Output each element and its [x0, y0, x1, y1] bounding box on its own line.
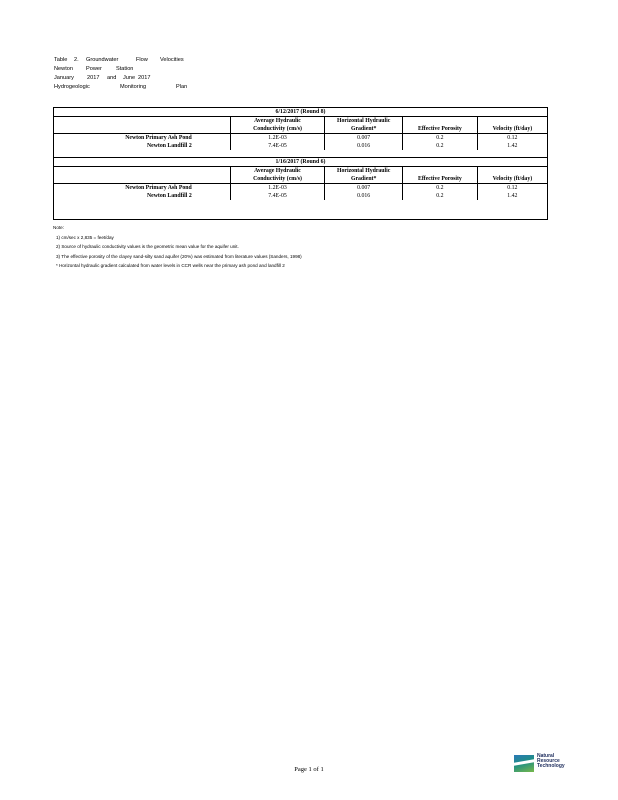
site-name: Newton Landfill 2 — [146, 193, 192, 199]
table-notes — [53, 223, 302, 271]
porosity-value: 0.2 — [403, 192, 478, 200]
velocity-value: 1.42 — [477, 192, 547, 200]
header-word: Hydrogeologic — [54, 84, 90, 90]
velocity-table — [53, 107, 548, 220]
conductivity-value: 1.2E-03 — [230, 184, 325, 193]
gradient-value: 0.007 — [325, 184, 403, 193]
col-header-conductivity: Conductivity (cm/s) — [230, 175, 325, 184]
table-row — [54, 142, 547, 150]
round-title: 1/16/2017 (Round 6) — [54, 158, 547, 167]
header-word: Plan — [176, 84, 188, 90]
header-word: 2. — [74, 57, 79, 63]
notes-label: Note: — [53, 225, 64, 230]
velocity-value: 1.42 — [477, 142, 547, 150]
header-word: Station — [116, 66, 134, 72]
note-1: 1) cm/sec x 2,835 = feet/day — [56, 234, 114, 240]
header-line-2 — [54, 65, 187, 74]
header-word: Newton — [54, 66, 73, 72]
porosity-value: 0.2 — [403, 142, 478, 150]
col-header-velocity: Velocity (ft/day) — [477, 125, 547, 134]
note-4: * Horizontal hydraulic gradient calculated from water levels in CCR wells near the primary ash pond and landfill 2 — [56, 263, 285, 268]
table-row — [54, 184, 547, 193]
col-header-gradient: Gradient* — [325, 125, 403, 134]
col-header-porosity: Effective Porosity — [403, 125, 478, 134]
round-title-row — [54, 108, 547, 117]
header-word: and — [107, 75, 117, 81]
logo-line: Natural — [537, 753, 555, 759]
conductivity-value: 1.2E-03 — [230, 134, 325, 143]
round-title: 6/12/2017 (Round 8) — [54, 108, 547, 117]
site-name: Newton Primary Ash Pond — [125, 185, 192, 191]
col-header-porosity: Effective Porosity — [403, 175, 478, 184]
header-word: Monitoring — [120, 84, 147, 90]
gradient-value: 0.016 — [325, 142, 403, 150]
header-line-3 — [54, 74, 187, 83]
logo-mark-icon — [514, 755, 534, 772]
col-header-gradient: Gradient* — [325, 175, 403, 184]
gradient-value: 0.016 — [325, 192, 403, 200]
round-title-row — [54, 158, 547, 167]
note-3: 3) The effective porosity of the clayey sand-silty sand aquifer (20%) was estimated from literature values (Sanders, 1998) — [56, 253, 302, 259]
page-number: Page 1 of 1 — [294, 766, 324, 773]
table-row — [54, 192, 547, 200]
col-header-conductivity: Conductivity (cm/s) — [230, 125, 325, 134]
company-logo — [514, 752, 566, 774]
col-header-conductivity: Average Hydraulic — [230, 167, 325, 176]
porosity-value: 0.2 — [403, 184, 478, 193]
table-header — [54, 56, 187, 92]
table-row — [54, 134, 547, 143]
porosity-value: 0.2 — [403, 134, 478, 143]
col-header-conductivity: Average Hydraulic — [230, 117, 325, 126]
header-word: Table — [54, 57, 68, 63]
gradient-value: 0.007 — [325, 134, 403, 143]
velocity-value: 0.12 — [477, 184, 547, 193]
velocity-value: 0.12 — [477, 134, 547, 143]
header-word: Velocities — [160, 57, 184, 63]
col-header-velocity: Velocity (ft/day) — [477, 175, 547, 184]
conductivity-value: 7.4E-05 — [230, 192, 325, 200]
header-word: Groundwater — [86, 57, 119, 63]
note-2: 2) Source of hydraulic conductivity values is the geometric mean value for the aquifer unit. — [56, 244, 239, 249]
col-header-gradient: Horizontal Hydraulic — [325, 167, 403, 176]
conductivity-value: 7.4E-05 — [230, 142, 325, 150]
header-word: June — [123, 75, 136, 81]
velocity-table-grid — [54, 108, 547, 200]
column-header-row — [54, 167, 547, 176]
header-line-1 — [54, 56, 187, 65]
column-header-row — [54, 117, 547, 126]
column-header-row — [54, 125, 547, 134]
site-name: Newton Primary Ash Pond — [125, 135, 192, 141]
header-word: Power — [86, 66, 102, 72]
header-word: 2017 — [87, 75, 100, 81]
header-word: 2017 — [138, 75, 151, 81]
logo-line: Technology — [537, 763, 565, 770]
header-word: January — [54, 75, 74, 81]
column-header-row — [54, 175, 547, 184]
col-header-gradient: Horizontal Hydraulic — [325, 117, 403, 126]
logo-line: Resource — [537, 758, 560, 765]
logo-text — [537, 754, 565, 770]
header-word: Flow — [136, 57, 148, 63]
site-name: Newton Landfill 2 — [146, 143, 192, 149]
header-line-4 — [54, 83, 187, 92]
